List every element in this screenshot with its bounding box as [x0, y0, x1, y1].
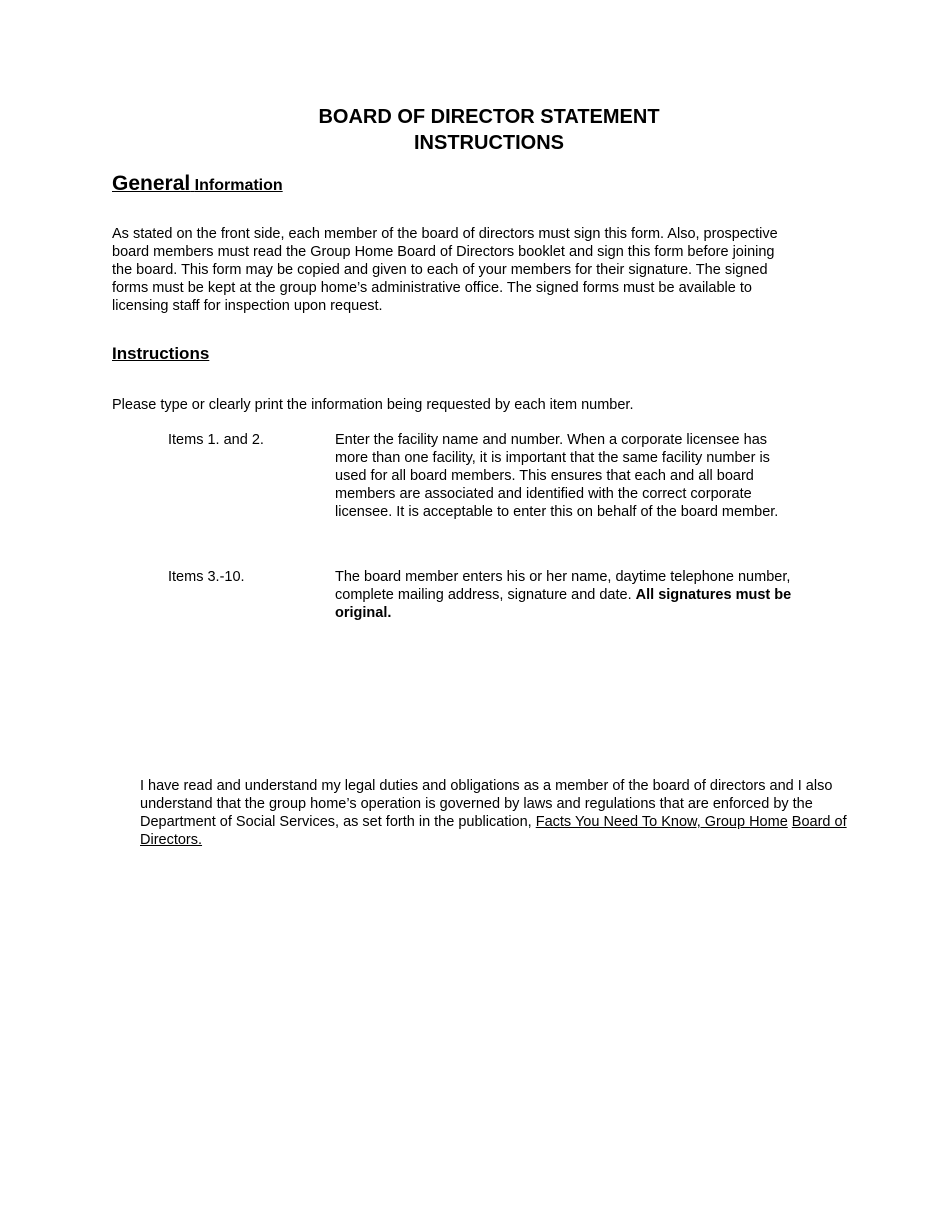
publication-title-part-2: Board of Directors.	[140, 814, 847, 848]
instructions-heading: Instructions	[112, 344, 210, 363]
title-line-2: INSTRUCTIONS	[414, 132, 564, 154]
item-label-1-2: Items 1. and 2.	[168, 432, 264, 448]
general-information-heading	[112, 172, 283, 196]
original-signatures-note: All signatures must be original.	[335, 587, 792, 621]
acknowledgement-text: I have read and understand my legal duties and obligations as a member of the board of directors and I also understand that the group home’s operation is governed by laws and regulations that are enforced by the Department of Social Services, as set forth in the publication,	[140, 778, 833, 830]
general-heading-word: General	[112, 172, 191, 195]
information-heading-word: Information	[194, 177, 283, 194]
document-title	[0, 104, 950, 156]
general-information-paragraph: As stated on the front side, each member of the board of directors must sign this form. Also, prospective board members must read the Group Home Board of Directors booklet and sign this form before joining the board. This form may be copied and given to each of your members for their signature. The signed forms must be kept at the group home’s administrative office. The signed forms must be available to licensing staff for inspection upon request.	[112, 226, 778, 314]
item-label-3-10: Items 3.-10.	[168, 569, 245, 585]
item-description-3-10	[335, 568, 793, 622]
acknowledgement-paragraph	[140, 777, 855, 849]
item-description-text: The board member enters his or her name, daytime telephone number, complete mailing address, signature and date.	[335, 569, 791, 603]
item-description-1-2: Enter the facility name and number. When a corporate licensee has more than one facility, it is important that the same facility number is used for all board members. This ensures that each and all board members are associated and identified with the correct corporate licensee. It is acceptable to enter this on behalf of the board member.	[335, 432, 779, 520]
publication-title-part-1: Facts You Need To Know, Group Home	[535, 814, 788, 830]
instructions-intro: Please type or clearly print the information being requested by each item number.	[112, 397, 634, 413]
title-line-1: BOARD OF DIRECTOR STATEMENT	[318, 106, 660, 128]
